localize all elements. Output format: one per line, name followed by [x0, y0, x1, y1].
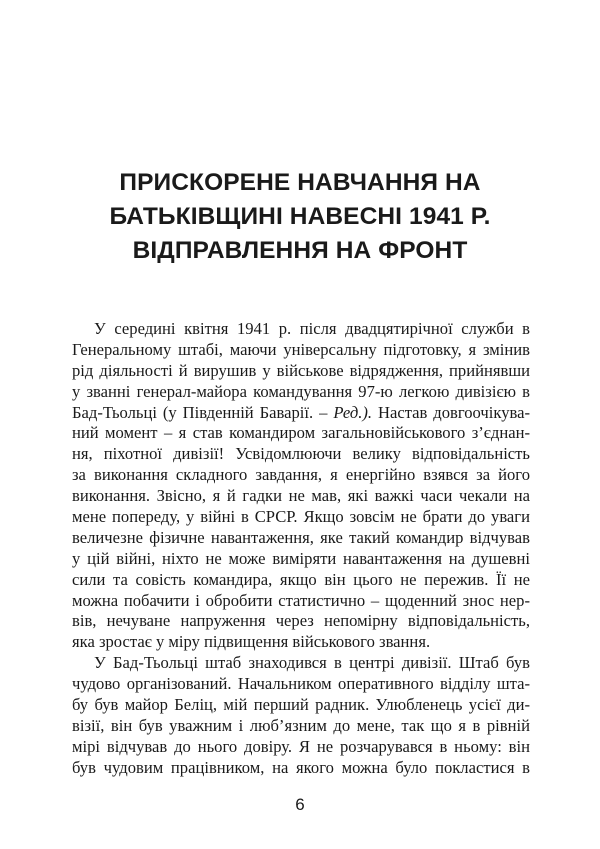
- text-line: за виконання складного завдання, я енергійно взявся за його: [72, 465, 530, 485]
- page-number: 6: [295, 795, 305, 814]
- text-line: був чудовим працівником, на якого можна було покластися в: [72, 757, 530, 777]
- editor-note: Ред.).: [333, 402, 373, 422]
- text-line: [72, 403, 530, 424]
- text-line: сили та совість командира, якщо він цього не пережив. Її не: [72, 569, 530, 589]
- text-line: рід діяльності й вирушив у військове відрядження, прийнявши: [72, 360, 530, 380]
- chapter-title-line: ВІДПРАВЛЕННЯ НА ФРОНТ: [132, 237, 468, 264]
- text-line: Генеральному штабі, маючи універсальну підготовку, я змінив: [72, 339, 530, 359]
- text-line: У середині квітня 1941 р. після двадцятирічної служби в: [94, 319, 530, 338]
- text-line: мірі відчував до нього довіру. Я не розчарувався в ньому: він: [72, 736, 530, 756]
- text-line: виконання. Звісно, я й гадки не мав, які важкі часи чекали на: [72, 486, 530, 506]
- text-line: можна побачити і обробити статистично – щоденний знос нер-: [72, 590, 530, 610]
- text-line: візії, він був уважним і люб’язним до мене, так що я в рівній: [72, 715, 530, 735]
- chapter-title-line: ПРИСКОРЕНЕ НАВЧАННЯ НА: [119, 169, 481, 196]
- chapter-title: [60, 166, 540, 268]
- text-line: У Бад-Тьольці штаб знаходився в центрі дивізії. Штаб був: [94, 653, 530, 673]
- text-line: ня, піхотної дивізії! Усвідомлюючи велику відповідальність: [72, 444, 530, 464]
- text-line: у цій війні, ніхто не може виміряти навантаження на душевні: [72, 548, 530, 568]
- body-text: [72, 319, 530, 779]
- text-line: у званні генерал-майора командування 97-ю легкою дивізією в: [72, 381, 530, 401]
- text-segment: Настав довгоочікува-: [377, 402, 530, 422]
- text-line: вів, нечуване напруження через непомірну відповідальність,: [72, 611, 530, 631]
- chapter-title-line: БАТЬКІВЩИНІ НАВЕСНІ 1941 Р.: [109, 203, 491, 230]
- text-segment: Бад-Тьольці (у Південній Баварії. –: [72, 402, 328, 422]
- text-line: бу був майор Беліц, мій перший радник. Улюбленець усієї ди-: [72, 695, 530, 715]
- text-line: ний момент – я став командиром загальновійськового з’єднан-: [72, 423, 530, 443]
- text-line: чудово організований. Начальником оперативного відділу шта-: [72, 674, 530, 694]
- text-line: величезне фізичне навантаження, яке такий командир відчував: [72, 527, 530, 547]
- text-line: яка зростає у міру підвищення військового звання.: [72, 632, 431, 652]
- text-line: мене попереду, у війні в СРСР. Якщо зовсім не брати до уваги: [72, 507, 530, 527]
